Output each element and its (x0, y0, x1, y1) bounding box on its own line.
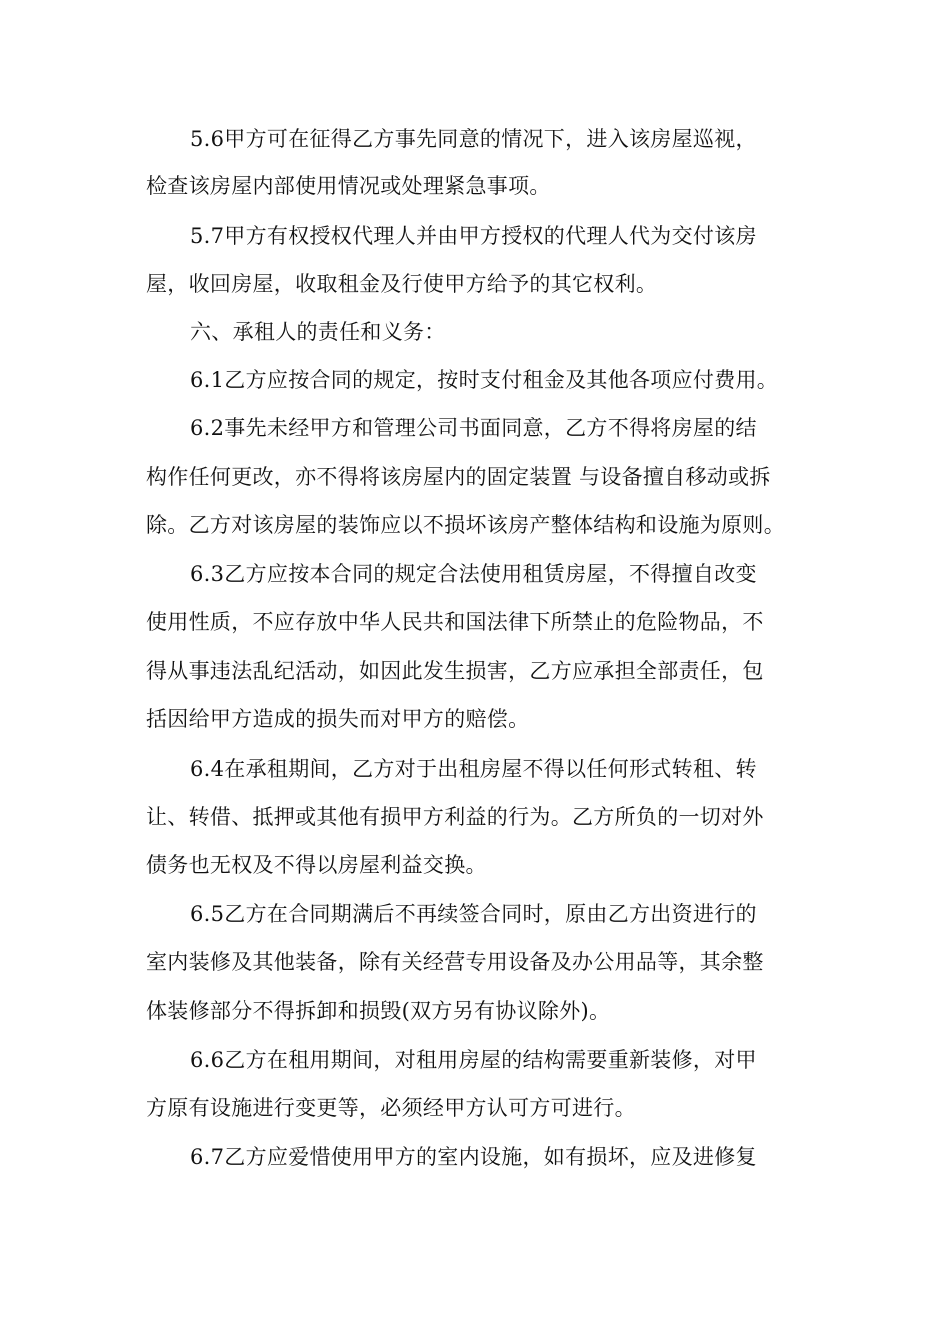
clause-6-3-line-4: 括因给甲方造成的损失而对甲方的赔偿。 (146, 707, 530, 731)
clause-6-2-line-3: 除。乙方对该房屋的装饰应以不损坏该房产整体结构和设施为原则。 (146, 513, 785, 537)
clause-6-5-line-1: 6.5乙方在合同期满后不再续签合同时，原由乙方出资进行的 (190, 902, 757, 926)
clause-6-4-line-2: 让、转借、抵押或其他有损甲方利益的行为。乙方所负的一切对外 (146, 805, 764, 829)
clause-6-5-line-2: 室内装修及其他装备，除有关经营专用设备及办公用品等，其余整 (146, 950, 764, 974)
section-6-heading: 六、承租人的责任和义务： (190, 320, 446, 344)
clause-6-7-line-1: 6.7乙方应爱惜使用甲方的室内设施，如有损坏，应及进修复 (190, 1145, 757, 1169)
clause-6-1-line-1: 6.1乙方应按合同的规定，按时支付租金及其他各项应付费用。 (190, 368, 779, 392)
clause-6-5-line-3: 体装修部分不得拆卸和损毁(双方另有协议除外)。 (146, 999, 611, 1023)
clause-6-4-line-1: 6.4在承租期间，乙方对于出租房屋不得以任何形式转租、转 (190, 757, 757, 781)
clause-5-6-line-1: 5.6甲方可在征得乙方事先同意的情况下，进入该房屋巡视， (190, 127, 757, 151)
clause-5-7-line-1: 5.7甲方有权授权代理人并由甲方授权的代理人代为交付该房 (190, 224, 757, 248)
clause-5-6-line-2: 检查该房屋内部使用情况或处理紧急事项。 (146, 174, 551, 198)
clause-5-7-line-2: 屋，收回房屋，收取租金及行使甲方给予的其它权利。 (146, 272, 658, 296)
clause-6-3-line-2: 使用性质，不应存放中华人民共和国法律下所禁止的危险物品，不 (146, 610, 764, 634)
clause-6-4-line-3: 债务也无权及不得以房屋利益交换。 (146, 853, 487, 877)
clause-6-3-line-3: 得从事违法乱纪活动，如因此发生损害，乙方应承担全部责任，包 (146, 659, 764, 683)
clause-6-2-line-1: 6.2事先未经甲方和管理公司书面同意，乙方不得将房屋的结 (190, 416, 757, 440)
clause-6-6-line-1: 6.6乙方在租用期间，对租用房屋的结构需要重新装修，对甲 (190, 1048, 757, 1072)
clause-6-6-line-2: 方原有设施进行变更等，必须经甲方认可方可进行。 (146, 1096, 636, 1120)
clause-6-3-line-1: 6.3乙方应按本合同的规定合法使用租赁房屋，不得擅自改变 (190, 562, 757, 586)
clause-6-2-line-2: 构作任何更改，亦不得将该房屋内的固定装置 与设备擅自移动或拆 (146, 465, 771, 489)
